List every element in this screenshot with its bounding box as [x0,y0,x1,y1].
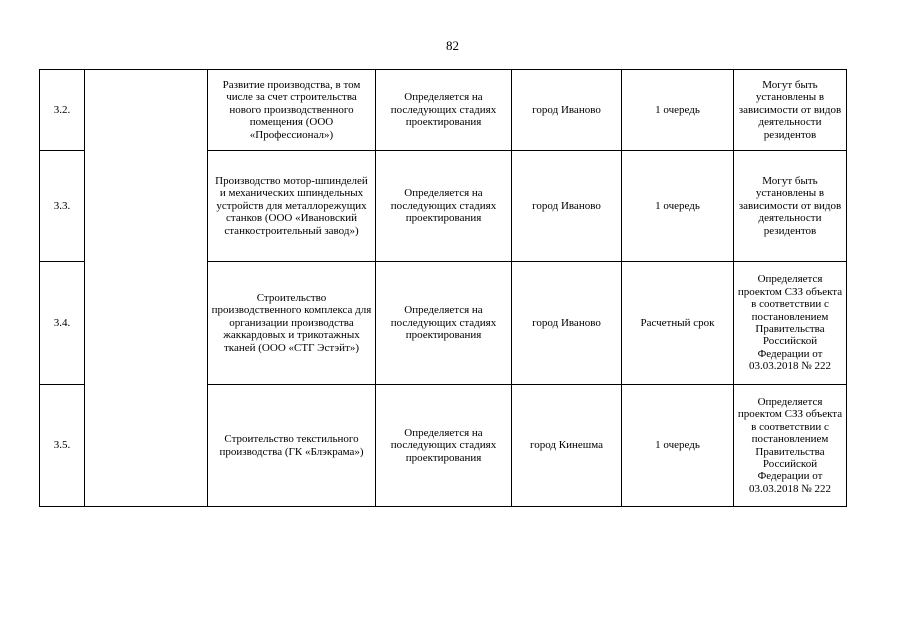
object-name: Строительство производственного комплекса для организации производства жаккардовых и трикотажных тканей (ООО «СТГ Эстэйт») [208,262,376,385]
object-location: город Иваново [512,262,622,385]
merged-empty-cell [85,70,208,507]
object-name: Строительство текстильного производства (ГК «Блэкрама») [208,385,376,507]
object-parameters: Определяется на последующих стадиях проектирования [376,151,512,262]
row-number: 3.5. [40,385,85,507]
object-parameters: Определяется на последующих стадиях проектирования [376,262,512,385]
row-number: 3.3. [40,151,85,262]
implementation-stage: 1 очередь [622,70,734,151]
object-name: Производство мотор-шпинделей и механических шпиндельных устройств для металлорежущих станков (ООО «Ивановский станкостроительный завод») [208,151,376,262]
row-number: 3.2. [40,70,85,151]
object-location: город Иваново [512,70,622,151]
row-number: 3.4. [40,262,85,385]
object-parameters: Определяется на последующих стадиях проектирования [376,70,512,151]
restriction-zone: Могут быть установлены в зависимости от видов деятельности резидентов [734,151,847,262]
object-location: город Кинешма [512,385,622,507]
object-location: город Иваново [512,151,622,262]
object-parameters: Определяется на последующих стадиях проектирования [376,385,512,507]
implementation-stage: 1 очередь [622,151,734,262]
restriction-zone: Могут быть установлены в зависимости от видов деятельности резидентов [734,70,847,151]
object-name: Развитие производства, в том числе за счет строительства нового производственного помещения (ООО «Профессионал») [208,70,376,151]
implementation-stage: 1 очередь [622,385,734,507]
implementation-stage: Расчетный срок [622,262,734,385]
objects-table [39,69,847,507]
page-number: 82 [446,38,459,53]
restriction-zone: Определяется проектом СЗЗ объекта в соответствии с постановлением Правительства Российской Федерации от 03.03.2018 № 222 [734,262,847,385]
restriction-zone: Определяется проектом СЗЗ объекта в соответствии с постановлением Правительства Российской Федерации от 03.03.2018 № 222 [734,385,847,507]
table-row [40,70,847,151]
